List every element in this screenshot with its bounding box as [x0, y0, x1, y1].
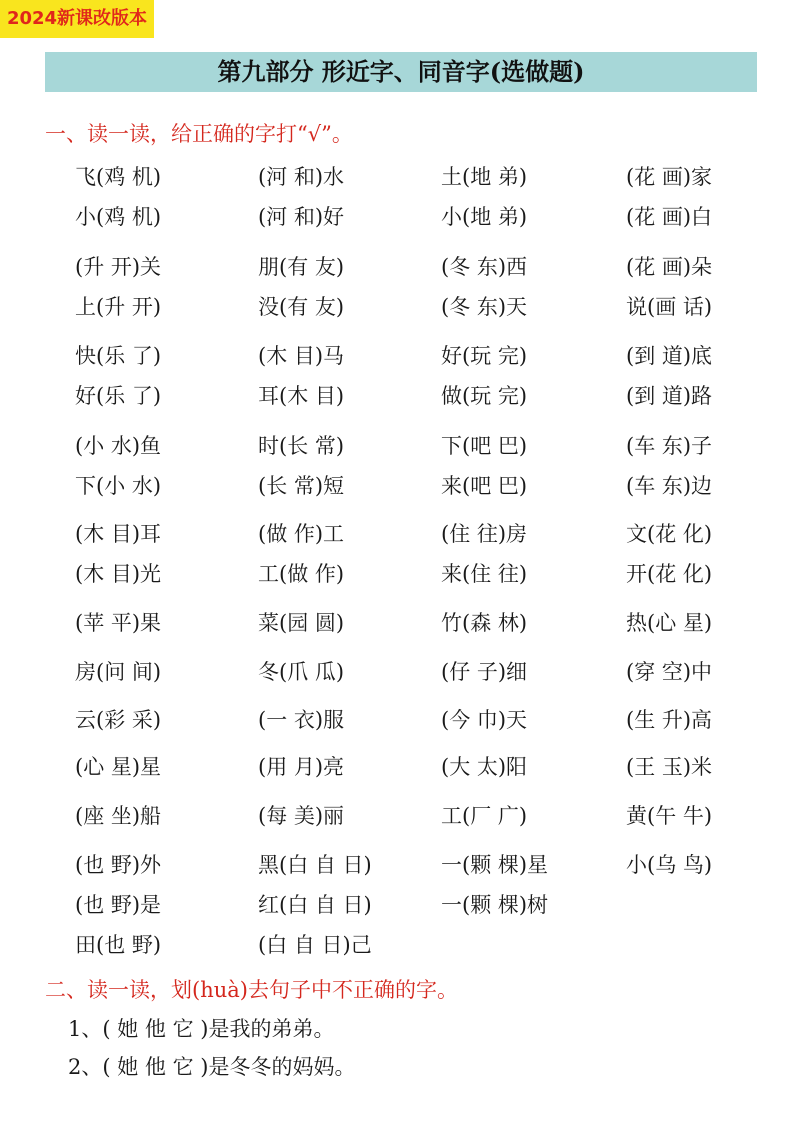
word-choice-item: (王 玉)米	[626, 755, 713, 779]
word-choice-item: 来(住 往)	[441, 562, 528, 586]
word-choice-item: 小(鸡 机)	[75, 205, 162, 229]
word-choice-item: 朋(有 友)	[258, 255, 345, 279]
word-choice-item: 红(白 自 日)	[258, 893, 372, 917]
word-choice-item: (升 开)关	[75, 255, 162, 279]
table-row	[0, 752, 800, 782]
word-choice-item: (到 道)底	[626, 344, 713, 368]
word-choice-item: (每 美)丽	[258, 804, 345, 828]
table-row	[0, 801, 800, 831]
word-choice-item: (仔 子)细	[441, 660, 528, 684]
table-row	[0, 292, 800, 322]
word-choice-item: 菜(园 圆)	[258, 611, 345, 635]
word-choice-item: (座 坐)船	[75, 804, 162, 828]
word-choice-item: 黑(白 自 日)	[258, 853, 372, 877]
word-choice-item: (到 道)路	[626, 384, 713, 408]
word-choice-item: (车 东)边	[626, 474, 713, 498]
word-choice-item: 时(长 常)	[258, 434, 345, 458]
word-choice-item: 开(花 化)	[626, 562, 713, 586]
word-choice-item: 黄(午 牛)	[626, 804, 713, 828]
word-choice-item: 文(花 化)	[626, 522, 713, 546]
word-choice-item: 上(升 开)	[75, 295, 162, 319]
word-choice-item: (也 野)外	[75, 853, 162, 877]
word-choice-item: 来(吧 巴)	[441, 474, 528, 498]
word-choice-item: (木 目)耳	[75, 522, 162, 546]
table-row	[0, 559, 800, 589]
section2-heading: 二、读一读，划(huà)去句子中不正确的字。	[45, 978, 458, 1002]
word-choice-item: 耳(木 目)	[258, 384, 345, 408]
word-choice-item: 工(做 作)	[258, 562, 345, 586]
word-choice-item: (住 往)房	[441, 522, 528, 546]
word-choice-item: (今 巾)天	[441, 708, 528, 732]
word-choice-item: (冬 东)天	[441, 295, 528, 319]
question-item: 2、( 她 他 它 )是冬冬的妈妈。	[68, 1055, 356, 1079]
word-choice-item: 快(乐 了)	[75, 344, 162, 368]
word-choice-item: 好(乐 了)	[75, 384, 162, 408]
word-choice-item: 说(画 话)	[626, 295, 713, 319]
word-choice-item: (用 月)亮	[258, 755, 345, 779]
word-choice-item: (生 升)高	[626, 708, 713, 732]
word-choice-item: 小(乌 鸟)	[626, 853, 713, 877]
word-choice-item: 土(地 弟)	[441, 165, 528, 189]
table-row	[0, 608, 800, 638]
table-row	[0, 705, 800, 735]
table-row	[0, 381, 800, 411]
word-choice-item: 做(玩 完)	[441, 384, 528, 408]
word-choice-item: (河 和)水	[258, 165, 345, 189]
edition-badge: 2024新课改版本	[0, 0, 154, 38]
table-row	[0, 252, 800, 282]
table-row	[0, 930, 800, 960]
word-choice-item: 竹(森 林)	[441, 611, 528, 635]
word-choice-item: 田(也 野)	[75, 933, 162, 957]
table-row	[0, 850, 800, 880]
table-row	[0, 341, 800, 371]
question-item: 1、( 她 他 它 )是我的弟弟。	[68, 1017, 335, 1041]
table-row	[0, 162, 800, 192]
word-choice-item: 冬(爪 瓜)	[258, 660, 345, 684]
word-choice-item: (一 衣)服	[258, 708, 345, 732]
word-choice-item: (冬 东)西	[441, 255, 528, 279]
table-row	[0, 431, 800, 461]
word-choice-item: 小(地 弟)	[441, 205, 528, 229]
word-choice-item: 好(玩 完)	[441, 344, 528, 368]
word-choice-item: 工(厂 广)	[441, 804, 528, 828]
section1-heading: 一、读一读，给正确的字打“√”。	[45, 122, 353, 146]
word-choice-item: (河 和)好	[258, 205, 345, 229]
word-choice-item: (花 画)家	[626, 165, 713, 189]
word-choice-item: (花 画)朵	[626, 255, 713, 279]
word-choice-item: 下(小 水)	[75, 474, 162, 498]
word-choice-item: 热(心 星)	[626, 611, 713, 635]
word-choice-item: (做 作)工	[258, 522, 345, 546]
word-choice-item: (白 自 日)己	[258, 933, 372, 957]
word-choice-item: (也 野)是	[75, 893, 162, 917]
word-choice-item: (小 水)鱼	[75, 434, 162, 458]
word-choice-item: (木 目)马	[258, 344, 345, 368]
word-choice-item: (大 太)阳	[441, 755, 528, 779]
word-choice-item: 房(问 间)	[75, 660, 162, 684]
table-row	[0, 519, 800, 549]
word-choice-item: 下(吧 巴)	[441, 434, 528, 458]
table-row	[0, 657, 800, 687]
word-choice-item: (木 目)光	[75, 562, 162, 586]
table-row	[0, 890, 800, 920]
word-choice-item: (穿 空)中	[626, 660, 713, 684]
word-choice-item: (车 东)子	[626, 434, 713, 458]
word-choice-item: 云(彩 采)	[75, 708, 162, 732]
word-choice-item: (长 常)短	[258, 474, 345, 498]
word-choice-item: 没(有 友)	[258, 295, 345, 319]
word-choice-item: (苹 平)果	[75, 611, 162, 635]
page-title: 第九部分 形近字、同音字(选做题)	[45, 52, 757, 92]
word-choice-item: 飞(鸡 机)	[75, 165, 162, 189]
word-choice-item: 一(颗 棵)树	[441, 893, 549, 917]
word-choice-item: (心 星)星	[75, 755, 162, 779]
table-row	[0, 471, 800, 501]
word-choice-item: (花 画)白	[626, 205, 713, 229]
table-row	[0, 202, 800, 232]
word-choice-item: 一(颗 棵)星	[441, 853, 549, 877]
